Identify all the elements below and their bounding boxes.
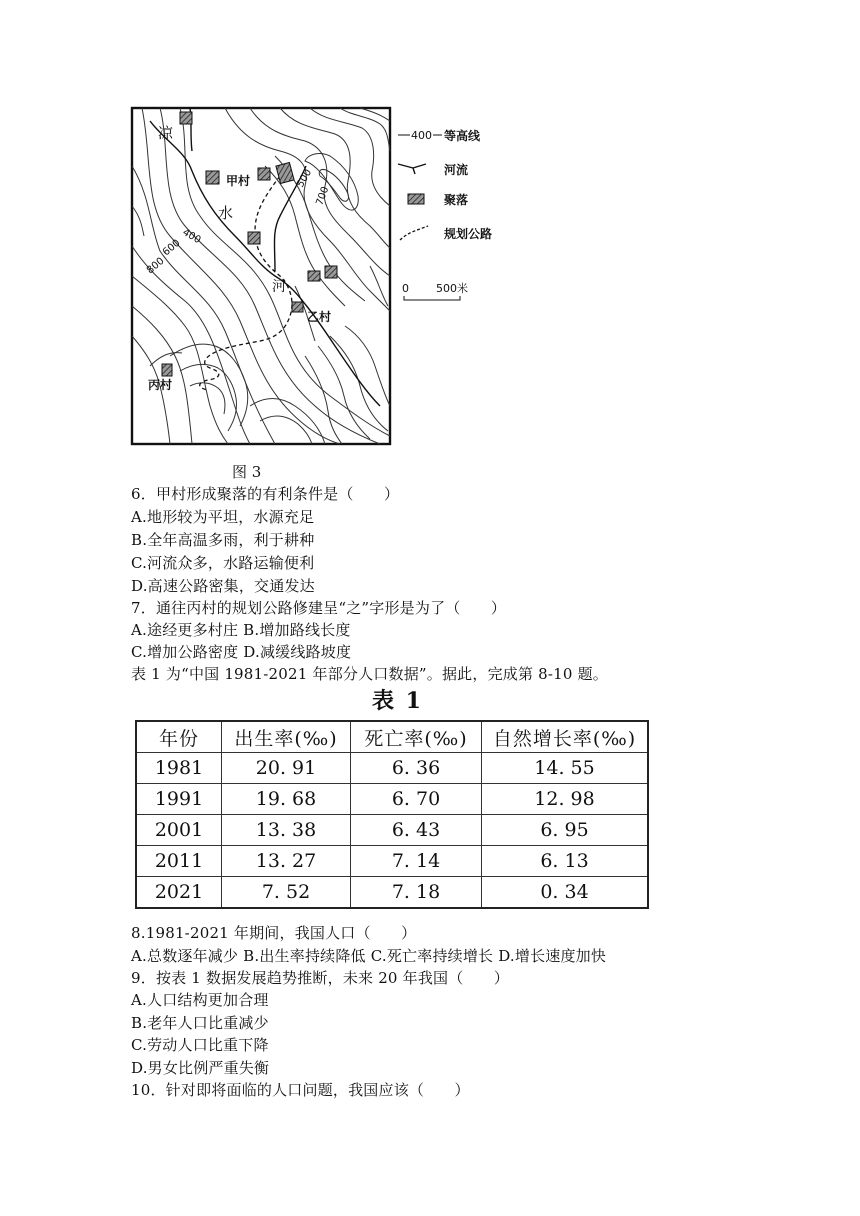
table-intro: 表 1 为“中国 1981-2021 年部分人口数据”。据此，完成第 8-10 题。 — [131, 665, 609, 683]
table-cell: 1981 — [136, 753, 222, 784]
contour-label-700: 700 — [314, 185, 332, 208]
legend-contour-label: 等高线 — [444, 129, 481, 143]
label-shui: 水 — [218, 204, 234, 222]
settlement-marker — [308, 271, 320, 281]
settlement-marker — [258, 168, 270, 180]
question-9-option-a: A.人口结构更加合理 — [131, 991, 269, 1009]
table-row — [136, 846, 648, 877]
settlement-marker — [206, 171, 219, 184]
settlement-marker — [180, 112, 192, 124]
question-8-options: A.总数逐年减少 B.出生率持续降低 C.死亡率持续增长 D.增长速度加快 — [131, 947, 607, 965]
question-7-options-ab: A.途经更多村庄 B.增加路线长度 — [131, 621, 351, 639]
question-9-stem: 9．按表 1 数据发展趋势推断，未来 20 年我国（ ） — [131, 969, 510, 987]
table-cell: 6. 13 — [482, 846, 649, 877]
table-row — [136, 815, 648, 846]
table-cell: 7. 14 — [351, 846, 482, 877]
road-legend-icon — [400, 226, 428, 240]
settlement-marker — [248, 232, 260, 244]
label-he: 河 — [272, 279, 286, 295]
table-cell: 6. 43 — [351, 815, 482, 846]
table-cell: 20. 91 — [222, 753, 351, 784]
scale-value: 500米 — [436, 282, 468, 295]
label-bingcun: 丙村 — [148, 378, 173, 392]
label-yicun: 乙村 — [307, 310, 332, 324]
question-6-option-d: D.高速公路密集，交通发达 — [131, 577, 315, 595]
question-9-option-b: B.老年人口比重减少 — [131, 1014, 269, 1032]
table-header-cell: 出生率(‰) — [222, 721, 351, 753]
contour-label-800: 800 — [144, 255, 167, 277]
question-7-options-cd: C.增加公路密度 D.减缓线路坡度 — [131, 643, 352, 661]
scale-bar — [404, 296, 460, 300]
question-9-option-c: C.劳动人口比重下降 — [131, 1036, 269, 1054]
settlement-marker — [292, 302, 303, 312]
table-cell: 7. 18 — [351, 877, 482, 909]
legend-river-label: 河流 — [444, 163, 469, 177]
table-cell: 6. 95 — [482, 815, 649, 846]
table-header-cell: 死亡率(‰) — [351, 721, 482, 753]
question-8-stem: 8.1981-2021 年期间，我国人口（ ） — [131, 924, 417, 942]
question-6-option-a: A.地形较为平坦，水源充足 — [131, 508, 315, 526]
question-10-stem: 10．针对即将面临的人口问题，我国应该（ ） — [131, 1081, 470, 1099]
table-row — [136, 877, 648, 909]
settlement-marker — [162, 364, 172, 376]
contour-label-500: 500 — [295, 167, 315, 190]
table-cell: 0. 34 — [482, 877, 649, 909]
question-6-stem: 6．甲村形成聚落的有利条件是（ ） — [131, 485, 400, 503]
table-cell: 2021 — [136, 877, 222, 909]
label-liang: 凉 — [158, 124, 174, 142]
contour-map — [130, 106, 506, 446]
figure-caption: 图 3 — [232, 463, 262, 481]
table-cell: 2001 — [136, 815, 222, 846]
contour-label-600: 600 — [160, 237, 183, 259]
map-legend — [398, 128, 492, 300]
table-cell: 13. 38 — [222, 815, 351, 846]
population-table — [135, 720, 649, 909]
question-6-option-b: B.全年高温多雨，利于耕种 — [131, 531, 315, 549]
contour-label-400: 400 — [180, 227, 203, 247]
scale-zero: 0 — [402, 282, 409, 295]
legend-road-label: 规划公路 — [444, 227, 493, 241]
settlement-marker — [325, 266, 337, 278]
table-cell: 1991 — [136, 784, 222, 815]
river-legend-icon — [398, 164, 426, 174]
map-frame — [132, 108, 390, 444]
table-cell: 6. 70 — [351, 784, 482, 815]
table-cell: 2011 — [136, 846, 222, 877]
table-row — [136, 753, 648, 784]
question-9-option-d: D.男女比例严重失衡 — [131, 1059, 270, 1077]
question-6-option-c: C.河流众多，水路运输便利 — [131, 554, 315, 572]
table-cell: 14. 55 — [482, 753, 649, 784]
table-cell: 7. 52 — [222, 877, 351, 909]
table-cell: 19. 68 — [222, 784, 351, 815]
question-7-stem: 7．通往丙村的规划公路修建呈“之”字形是为了（ ） — [131, 599, 507, 617]
table-cell: 6. 36 — [351, 753, 482, 784]
table-cell: 13. 27 — [222, 846, 351, 877]
table-title: 表 1 — [372, 688, 423, 714]
table-header-cell: 自然增长率(‰) — [482, 721, 649, 753]
table-header-cell: 年份 — [136, 721, 222, 753]
legend-contour-value: 400 — [411, 129, 432, 142]
label-jiacun: 甲村 — [226, 174, 251, 188]
table-cell: 12. 98 — [482, 784, 649, 815]
table-header-row — [136, 721, 648, 753]
legend-settlement-label: 聚落 — [444, 193, 469, 207]
contour-map-figure — [130, 106, 506, 446]
table-row — [136, 784, 648, 815]
settlement-legend-icon — [408, 194, 424, 204]
